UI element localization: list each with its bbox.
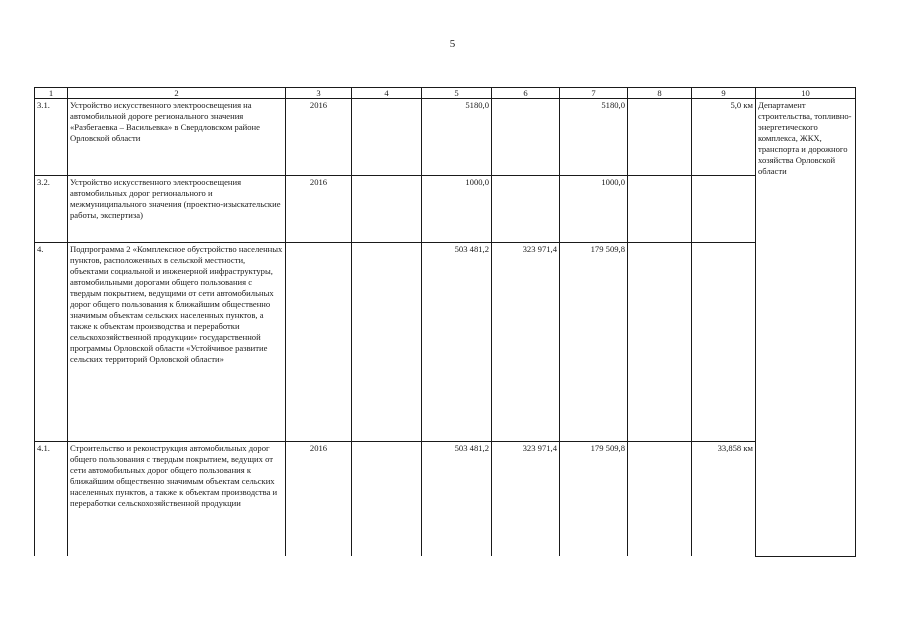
row-col4 (352, 442, 422, 557)
row-col6 (492, 99, 560, 176)
row-number: 3.2. (35, 176, 68, 243)
row-col7: 179 509,8 (560, 243, 628, 442)
row-col6 (492, 176, 560, 243)
table-row (35, 99, 856, 176)
row-col4 (352, 176, 422, 243)
row-col4 (352, 243, 422, 442)
row-col9: 5,0 км (692, 99, 756, 176)
row-name: Строительство и реконструкция автомобильных дорог общего пользования с твердым покрытием, ведущих от сети автомобильных дорог общего пользования к ближайшим общественно значимым объектам сельских населенных пунктов, а также к объектам производства и переработки сельскохозяйственной продукции (68, 442, 286, 557)
header-cell: 8 (628, 88, 692, 99)
row-col9 (692, 176, 756, 243)
row-number: 3.1. (35, 99, 68, 176)
row-name: Устройство искусственного электроосвещения автомобильных дорог регионального и межмуниципального значения (проектно-изыскательские работы, экспертиза) (68, 176, 286, 243)
header-cell: 5 (422, 88, 492, 99)
table-row (35, 442, 856, 557)
table-row (35, 176, 856, 243)
row-col4 (352, 99, 422, 176)
row-name: Устройство искусственного электроосвещения на автомобильной дороге регионального значения «Разбегаевка – Васильевка» в Свердловском районе Орловской области (68, 99, 286, 176)
row-col6: 323 971,4 (492, 243, 560, 442)
header-cell: 1 (35, 88, 68, 99)
row-year: 2016 (286, 99, 352, 176)
program-table (34, 87, 856, 557)
responsible-department: Департамент строительства, топливно-энергетического комплекса, ЖКХ, транспорта и дорожного хозяйства Орловской области (756, 99, 856, 557)
header-cell: 10 (756, 88, 856, 99)
row-col8 (628, 99, 692, 176)
row-name: Подпрограмма 2 «Комплексное обустройство населенных пунктов, расположенных в сельской местности, объектами социальной и инженерной инфраструктуры, автомобильными дорогами общего пользования с твердым покрытием, ведущими от сети автомобильных дорог общего пользования к ближайшим общественно значимым объектам сельских населенных пунктов, а также к объектам производства и переработки сельскохозяйственной продукции» государственной программы Орловской области «Устойчивое развитие сельских территорий Орловской области» (68, 243, 286, 442)
row-col8 (628, 176, 692, 243)
row-col7: 5180,0 (560, 99, 628, 176)
header-cell: 6 (492, 88, 560, 99)
row-number: 4. (35, 243, 68, 442)
row-col5: 503 481,2 (422, 243, 492, 442)
row-col5: 5180,0 (422, 99, 492, 176)
row-year (286, 243, 352, 442)
row-col5: 503 481,2 (422, 442, 492, 557)
page-number: 5 (449, 38, 456, 50)
row-col9 (692, 243, 756, 442)
header-cell: 3 (286, 88, 352, 99)
header-cell: 2 (68, 88, 286, 99)
table-row (35, 243, 856, 442)
row-number: 4.1. (35, 442, 68, 557)
row-year: 2016 (286, 176, 352, 243)
header-cell: 4 (352, 88, 422, 99)
row-col6: 323 971,4 (492, 442, 560, 557)
row-col7: 1000,0 (560, 176, 628, 243)
row-col5: 1000,0 (422, 176, 492, 243)
row-col8 (628, 243, 692, 442)
row-year: 2016 (286, 442, 352, 557)
row-col8 (628, 442, 692, 557)
header-row (35, 88, 856, 99)
header-cell: 7 (560, 88, 628, 99)
row-col7: 179 509,8 (560, 442, 628, 557)
row-col9: 33,858 км (692, 442, 756, 557)
header-cell: 9 (692, 88, 756, 99)
